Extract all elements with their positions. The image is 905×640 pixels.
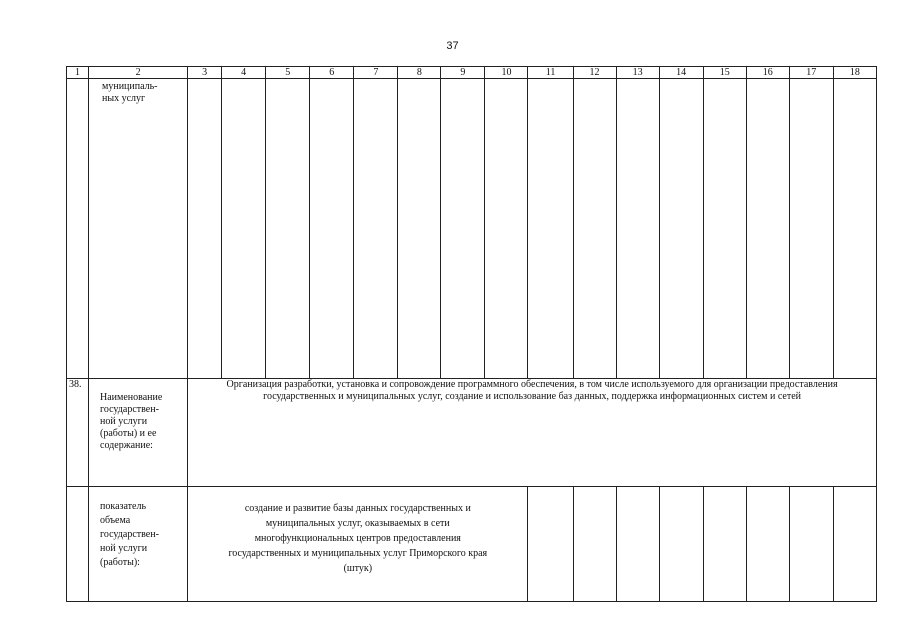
empty-cell [528, 79, 573, 379]
header-cell: 15 [703, 67, 746, 79]
empty-cell [398, 79, 441, 379]
header-cell: 4 [222, 67, 266, 79]
empty-cell [573, 79, 616, 379]
table-row [67, 79, 877, 379]
row-number-cell [67, 79, 89, 379]
header-cell: 7 [354, 67, 398, 79]
empty-cell [485, 79, 528, 379]
service-name-label: Наименование государствен- ной услуги (работы) и ее содержание: [89, 379, 188, 487]
empty-cell [789, 79, 833, 379]
indicator-label: показатель объема государствен- ной услуги (работы): [89, 487, 188, 602]
empty-cell [616, 79, 659, 379]
empty-cell [746, 487, 789, 602]
empty-cell [441, 79, 485, 379]
header-row [67, 67, 877, 79]
header-cell: 12 [573, 67, 616, 79]
empty-cell [573, 487, 616, 602]
empty-cell [703, 79, 746, 379]
row-number-cell [67, 487, 89, 602]
header-cell: 2 [89, 67, 188, 79]
header-cell: 11 [528, 67, 573, 79]
header-cell: 1 [67, 67, 89, 79]
service-description: Организация разработки, установка и сопровождение программного обеспечения, в том числе используемого для организации предоставления государственных и муниципальных услуг, создание и использование баз данных, поддержка информационных систем и сетей [188, 379, 877, 487]
page-number: 37 [446, 40, 459, 52]
empty-cell [266, 79, 310, 379]
table-row [67, 487, 877, 602]
empty-cell [659, 487, 703, 602]
header-cell: 10 [485, 67, 528, 79]
header-cell: 5 [266, 67, 310, 79]
empty-cell [789, 487, 833, 602]
header-cell: 16 [746, 67, 789, 79]
row-name-cell: муниципаль- ных услуг [89, 79, 188, 379]
header-cell: 18 [833, 67, 876, 79]
empty-cell [310, 79, 354, 379]
indicator-description: создание и развитие базы данных государственных и муниципальных услуг, оказываемых в сети многофункциональных центров предоставления государственных и муниципальных услуг Приморского края (штук) [188, 487, 528, 602]
row-number-cell: 38. [67, 379, 89, 487]
header-cell: 13 [616, 67, 659, 79]
empty-cell [222, 79, 266, 379]
empty-cell [616, 487, 659, 602]
empty-cell [528, 487, 573, 602]
empty-cell [659, 79, 703, 379]
header-cell: 9 [441, 67, 485, 79]
empty-cell [833, 487, 876, 602]
table-row [67, 379, 877, 487]
empty-cell [703, 487, 746, 602]
empty-cell [188, 79, 222, 379]
header-cell: 8 [398, 67, 441, 79]
empty-cell [354, 79, 398, 379]
header-cell: 3 [188, 67, 222, 79]
empty-cell [833, 79, 876, 379]
data-table [66, 66, 877, 602]
header-cell: 6 [310, 67, 354, 79]
header-cell: 17 [789, 67, 833, 79]
empty-cell [746, 79, 789, 379]
header-cell: 14 [659, 67, 703, 79]
